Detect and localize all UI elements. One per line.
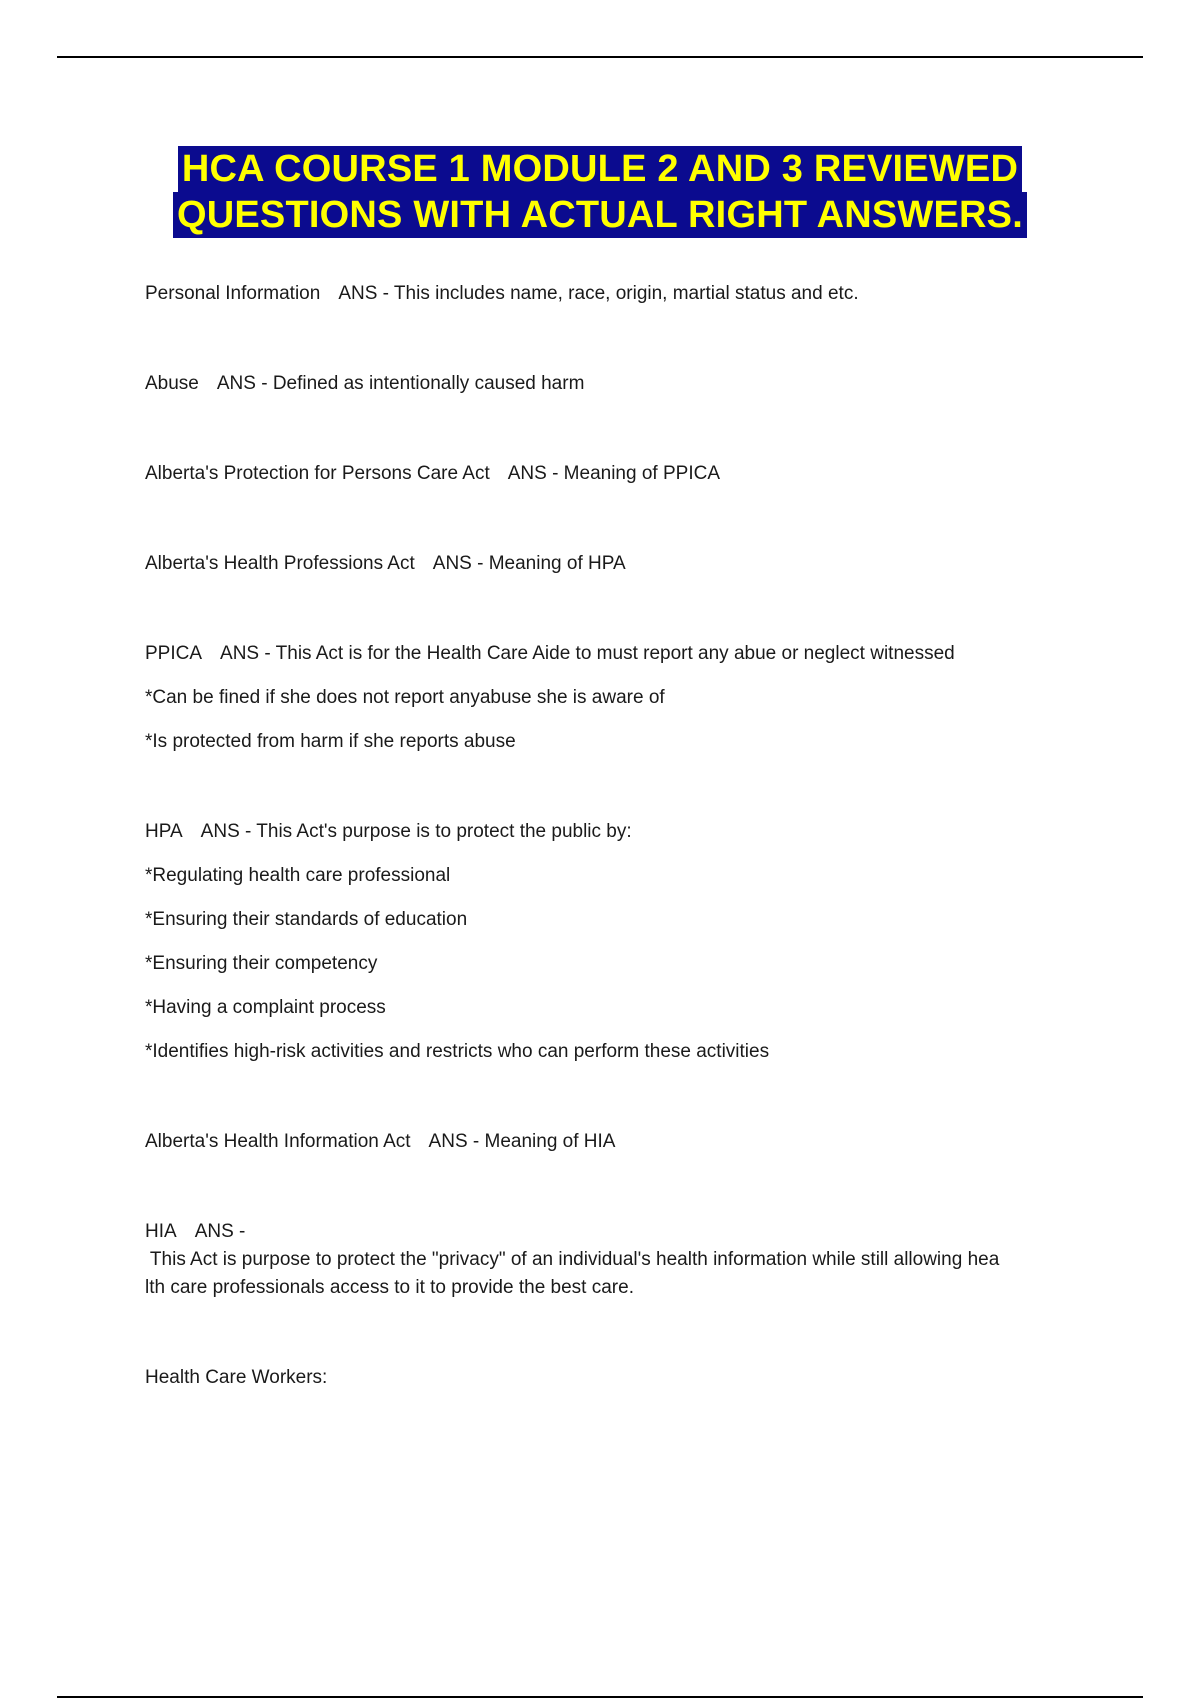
qa-list <box>145 280 1105 1454</box>
bottom-rule <box>57 1696 1143 1698</box>
title-line-2: QUESTIONS WITH ACTUAL RIGHT ANSWERS. <box>173 192 1027 238</box>
entry-answer: ANS - This Act's purpose is to protect the public by: <box>200 821 632 842</box>
entry-term: Health Care Workers: <box>145 1367 328 1388</box>
entry-answer: ANS - Meaning of HPA <box>432 553 626 574</box>
qa-entry <box>145 1218 1105 1302</box>
entry-term: HIA <box>145 1221 177 1242</box>
entry-bullet: *Having a complaint process <box>145 997 386 1018</box>
entry-answer: ANS - Meaning of HIA <box>428 1131 616 1152</box>
entry-term: PPICA <box>145 643 203 664</box>
entry-continuation: lth care professionals access to it to provide the best care. <box>145 1277 634 1298</box>
entry-continuation: This Act is purpose to protect the "privacy" of an individual's health information while still allowing hea <box>145 1249 1000 1270</box>
qa-entry <box>145 280 1105 308</box>
title-line-1: HCA COURSE 1 MODULE 2 AND 3 REVIEWED <box>178 146 1022 192</box>
qa-entry <box>145 550 1105 578</box>
entry-answer: ANS - This Act is for the Health Care Aide to must report any abue or neglect witnessed <box>220 643 955 664</box>
top-rule <box>57 56 1143 58</box>
entry-bullet: *Regulating health care professional <box>145 865 451 886</box>
qa-entry <box>145 370 1105 398</box>
entry-term: Personal Information <box>145 283 321 304</box>
entry-term: Abuse <box>145 373 199 394</box>
entry-answer: ANS - Defined as intentionally caused harm <box>216 373 585 394</box>
qa-entry <box>145 1128 1105 1156</box>
qa-entry <box>145 460 1105 488</box>
entry-term: Alberta's Health Professions Act <box>145 553 415 574</box>
qa-entry <box>145 818 1105 1066</box>
entry-term: HPA <box>145 821 183 842</box>
document-title <box>0 146 1200 238</box>
entry-term: Alberta's Health Information Act <box>145 1131 411 1152</box>
entry-answer: ANS - This includes name, race, origin, martial status and etc. <box>338 283 859 304</box>
entry-bullet: *Ensuring their standards of education <box>145 909 468 930</box>
entry-answer: ANS - <box>194 1221 246 1242</box>
entry-term: Alberta's Protection for Persons Care Act <box>145 463 490 484</box>
qa-entry <box>145 640 1105 756</box>
entry-bullet: *Can be fined if she does not report anyabuse she is aware of <box>145 687 665 708</box>
qa-entry <box>145 1364 1105 1392</box>
entry-bullet: *Is protected from harm if she reports abuse <box>145 731 516 752</box>
entry-answer: ANS - Meaning of PPICA <box>507 463 720 484</box>
entry-bullet: *Ensuring their competency <box>145 953 378 974</box>
entry-bullet: *Identifies high-risk activities and restricts who can perform these activities <box>145 1041 770 1062</box>
